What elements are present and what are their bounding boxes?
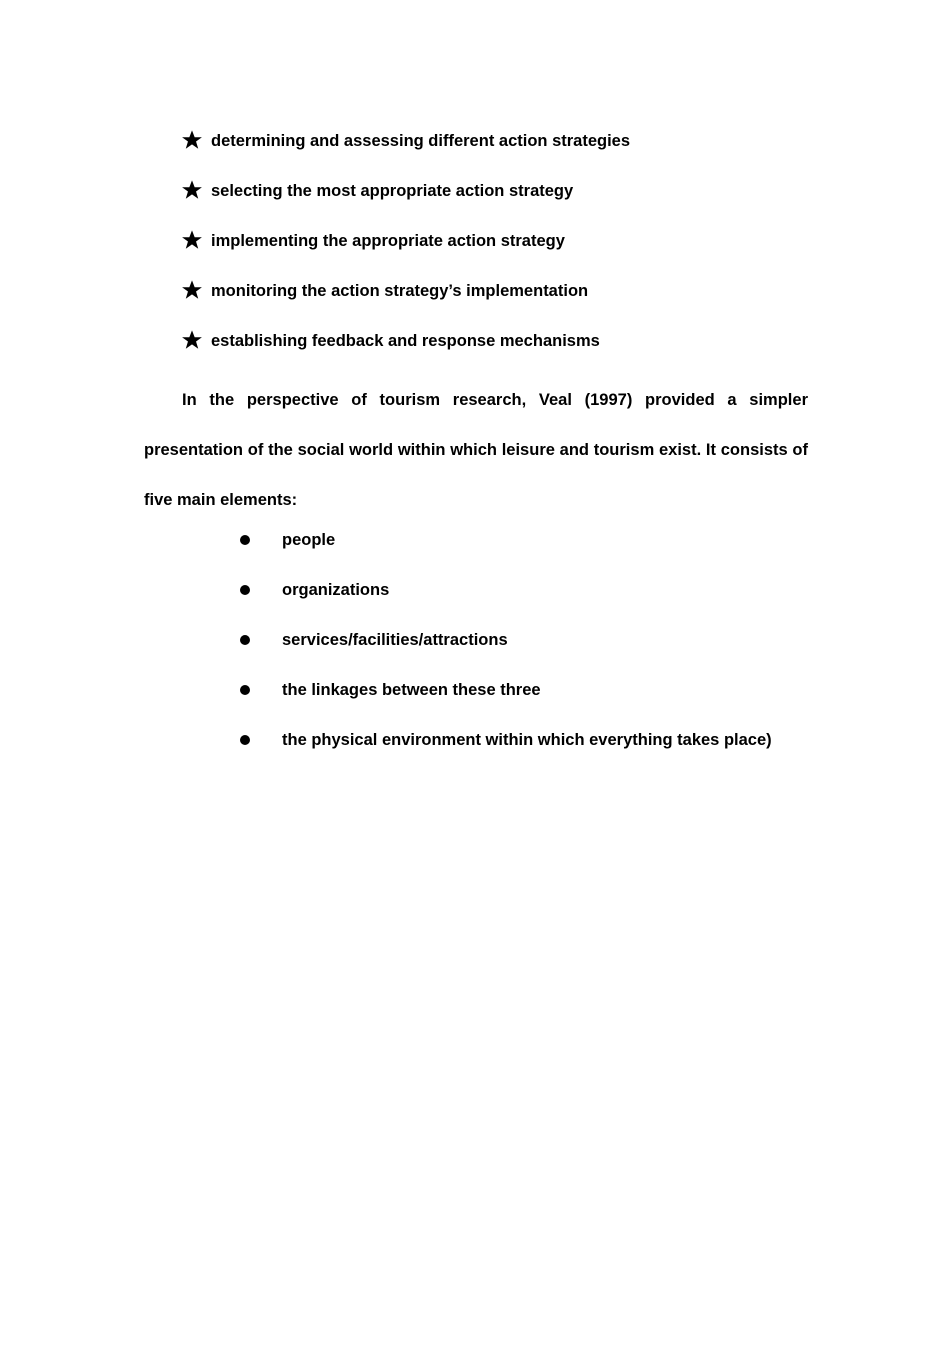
star-list-item (181, 176, 630, 226)
star-icon (181, 329, 203, 351)
star-list-item (181, 126, 630, 176)
star-list-item (181, 326, 630, 376)
dot-item-text: the physical environment within which everything takes place) (282, 731, 772, 749)
dot-item-text: organizations (282, 581, 390, 599)
body-paragraph: In the perspective of tourism research, Veal (1997) provided a simpler presentation of the social world within which leisure and tourism exist. It consists of five main elements: (144, 391, 808, 509)
star-item-text: establishing feedback and response mechanisms (211, 332, 600, 350)
bullet-dot-icon (240, 635, 250, 645)
star-list-item (181, 276, 630, 326)
dot-list-item (240, 725, 772, 775)
star-item-text: selecting the most appropriate action strategy (211, 182, 574, 200)
bullet-dot-icon (240, 685, 250, 695)
dot-bullet-list (240, 525, 772, 775)
star-list-item (181, 226, 630, 276)
star-icon (181, 229, 203, 251)
dot-item-text: people (282, 531, 336, 549)
dot-item-text: the linkages between these three (282, 681, 541, 699)
star-icon (181, 179, 203, 201)
dot-list-item (240, 525, 772, 575)
star-bullet-list (181, 126, 630, 376)
dot-list-item (240, 575, 772, 625)
bullet-dot-icon (240, 735, 250, 745)
dot-list-item (240, 675, 772, 725)
dot-item-text: services/facilities/attractions (282, 631, 508, 649)
star-item-text: monitoring the action strategy’s implementation (211, 282, 589, 300)
bullet-dot-icon (240, 585, 250, 595)
star-item-text: implementing the appropriate action strategy (211, 232, 565, 250)
star-item-text: determining and assessing different action strategies (211, 132, 631, 150)
bullet-dot-icon (240, 535, 250, 545)
star-icon (181, 129, 203, 151)
star-icon (181, 279, 203, 301)
dot-list-item (240, 625, 772, 675)
